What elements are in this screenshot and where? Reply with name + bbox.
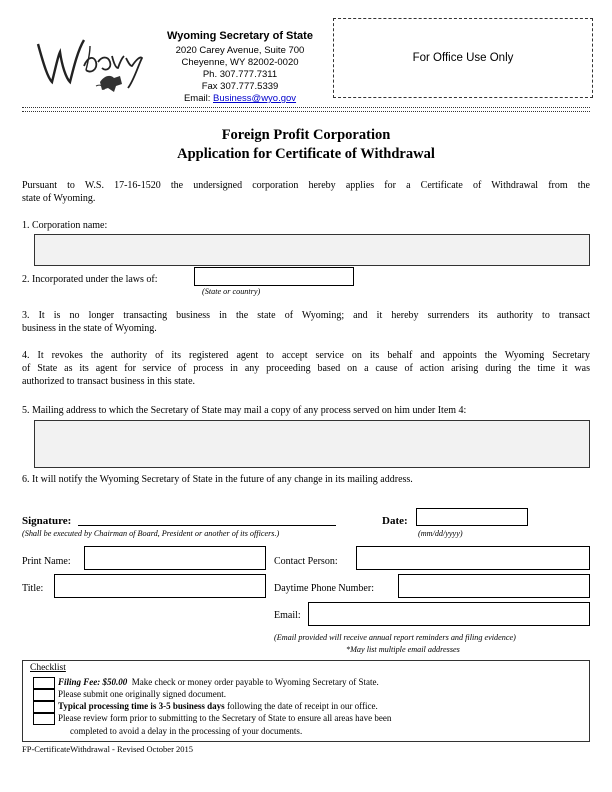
checklist-item-review-cont: completed to avoid a delay in the processing of your documents. bbox=[70, 726, 303, 736]
divider-top bbox=[22, 107, 590, 108]
contact-person-input[interactable] bbox=[356, 546, 590, 570]
intro-line-1: Pursuant to W.S. 17-16-1520 the undersigned corporation hereby applies for a Certificate of Withdrawal from the bbox=[22, 180, 590, 191]
item-2-label: 2. Incorporated under the laws of: bbox=[22, 274, 158, 285]
checklist-item-fee bbox=[58, 677, 379, 687]
filing-fee-text: Filing Fee: $50.00 bbox=[58, 677, 128, 687]
checklist-checkbox-review[interactable] bbox=[33, 713, 55, 725]
contact-person-label: Contact Person: bbox=[274, 556, 338, 567]
divider-bottom bbox=[22, 111, 590, 112]
daytime-phone-label: Daytime Phone Number: bbox=[274, 583, 374, 594]
form-footer: FP-CertificateWithdrawal - Revised October 2015 bbox=[22, 744, 194, 754]
print-name-label: Print Name: bbox=[22, 556, 71, 567]
item-5-label: 5. Mailing address to which the Secretary of State may mail a copy of any process served on him under Item 4: bbox=[22, 405, 467, 416]
date-format-hint: (mm/dd/yyyy) bbox=[418, 529, 463, 538]
address-line-1: 2020 Carey Avenue, Suite 700 bbox=[175, 45, 305, 56]
org-name: Wyoming Secretary of State bbox=[167, 30, 313, 42]
phone-line: Ph. 307.777.7311 bbox=[202, 69, 278, 80]
checklist-checkbox-processing[interactable] bbox=[33, 701, 55, 713]
checklist-item-review: Please review form prior to submitting to the Secretary of State to ensure all areas have been bbox=[58, 713, 392, 723]
state-or-country-hint: (State or country) bbox=[202, 287, 261, 296]
incorporation-state-input[interactable] bbox=[194, 267, 354, 286]
fax-line: Fax 307.777.5339 bbox=[201, 81, 279, 92]
item-6-label: 6. It will notify the Wyoming Secretary of State in the future of any change in its mailing address. bbox=[22, 474, 413, 485]
title-input[interactable] bbox=[54, 574, 266, 598]
processing-time-detail: following the date of receipt in our office. bbox=[226, 701, 378, 711]
item-4-line-1: 4. It revokes the authority of its registered agent to accept service on its behalf and appoints the Wyoming Secretary bbox=[22, 350, 590, 361]
checklist-checkbox-original[interactable] bbox=[33, 689, 55, 701]
signature-note: (Shall be executed by Chairman of Board, President or another of its officers.) bbox=[22, 529, 280, 538]
filing-fee-instruction: Make check or money order payable to Wyoming Secretary of State. bbox=[131, 677, 379, 687]
address-line-2: Cheyenne, WY 82002-0020 bbox=[181, 57, 299, 68]
email-field-label: Email: bbox=[274, 610, 301, 621]
signature-label: Signature: bbox=[22, 515, 72, 527]
signature-line[interactable] bbox=[78, 525, 336, 526]
corporation-name-input[interactable] bbox=[34, 234, 590, 266]
item-4-line-3: authorized to transact business in this state. bbox=[22, 376, 196, 387]
checklist-item-original: Please submit one originally signed document. bbox=[58, 689, 226, 699]
mailing-address-input[interactable] bbox=[34, 420, 590, 468]
email-note: (Email provided will receive annual report reminders and filing evidence) bbox=[274, 633, 516, 642]
title-label: Title: bbox=[22, 583, 44, 594]
email-input[interactable] bbox=[308, 602, 590, 626]
date-input[interactable] bbox=[416, 508, 528, 526]
wyoming-logo bbox=[30, 26, 148, 98]
item-1-label: 1. Corporation name: bbox=[22, 220, 108, 231]
email-note-multiple: *May list multiple email addresses bbox=[346, 645, 460, 654]
checklist-heading: Checklist bbox=[30, 663, 66, 673]
intro-line-2: state of Wyoming. bbox=[22, 193, 96, 204]
item-3-line-1: 3. It is no longer transacting business in the state of Wyoming; and it hereby surrenders its authority to transact bbox=[22, 310, 590, 321]
office-use-label: For Office Use Only bbox=[412, 52, 514, 64]
print-name-input[interactable] bbox=[84, 546, 266, 570]
checklist-item-processing bbox=[58, 701, 378, 711]
form-title: Foreign Profit Corporation bbox=[221, 127, 391, 143]
item-4-line-2: of State as its agent for service of process in any proceeding based on a cause of action arising during the time it was bbox=[22, 363, 590, 374]
checklist-checkbox-fee[interactable] bbox=[33, 677, 55, 689]
form-subtitle: Application for Certificate of Withdrawal bbox=[177, 146, 435, 162]
email-label: Email: bbox=[183, 93, 213, 104]
date-label: Date: bbox=[382, 515, 408, 527]
office-use-box bbox=[333, 18, 593, 98]
email-link[interactable]: Business@wyo.gov bbox=[213, 93, 297, 104]
daytime-phone-input[interactable] bbox=[398, 574, 590, 598]
item-3-line-2: business in the state of Wyoming. bbox=[22, 323, 157, 334]
processing-time-text: Typical processing time is 3-5 business days bbox=[58, 701, 225, 711]
email-line bbox=[150, 93, 330, 105]
